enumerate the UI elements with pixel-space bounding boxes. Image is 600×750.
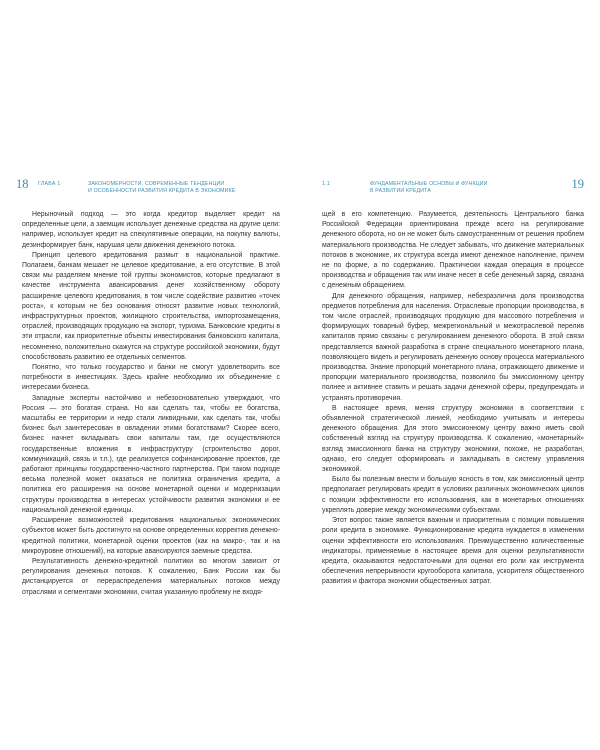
body-text — [22, 210, 280, 598]
page-number: 18 — [16, 177, 29, 191]
paragraph: В настоящее время, меняя структуру экономики в соответствии с объявленной стратегической линией, необходимо учитывать и интересы денежного обращения. Для этого эмиссионному центру важно иметь свой собственный взгляд на структуру производства. К сожалению, «монетарный» взгляд эмиссионного банка на структуру экономики, похоже, не разработан, однако, его следует сформировать и закладывать в систему управления экономикой. — [322, 404, 584, 474]
right-page-header — [322, 178, 584, 208]
paragraph: Западные эксперты настойчиво и небезосновательно утверждают, что Россия — это богатая страна. Но как сделать так, чтобы ее богатства, масштабы ее территории и недр стали ликвидными, как сделать так, чтобы бизнес был заинтересован в овладении этими богатствами? Скорее всего, бизнес начнет вкладывать свои капиталы там, где осуществляются государственные вложения в инфраструктуру (строительство дорог, коммуникаций, связь и т.п.), где реализуется софинансирование проектов, где работают принципы государственно-частного партнерства. При таком подходе весьма полезной может оказаться не политика ограничения кредита, а политика его расширения на основе монетарной оценки и модернизации структуры производства в интересах устойчивости развития экономики и ее национальной денежной единицы. — [22, 394, 280, 514]
running-head — [88, 181, 283, 195]
running-head-line: И ОСОБЕННОСТИ РАЗВИТИЯ КРЕДИТА В ЭКОНОМИКЕ — [88, 188, 236, 194]
body-text — [322, 210, 584, 588]
paragraph: Для денежного обращения, например, небезразлична доля производства предметов потребления для населения. Отраслевые пропорции производства, в том числе отраслей, производящих продукцию для массового потребления и формирующих товарный буфер, межрегиональный и межотраслевой перелив капиталов прямо связаны с регулированием денежного оборота. В этой связи представляется важной разработка в стране специального монетарного плана, позволяющего видеть и регулировать денежную основу процесса материального производства. Знание пропорций монетарного плана, отражающего движение и пропорции материального производства, позволило бы эмиссионному центру полнее и активнее ставить и решать задачи денежной сферы, предупреждать и устранять противоречия. — [322, 292, 584, 402]
paragraph: Нерыночный подход — это когда кредитор выделяет кредит на определенные цели, а заемщик использует денежные средства на другие цели: например, использует кредит на спекулятивные операции, на покупку валюты, дезинформирует банк, нарушая цели движения денежного потока. — [22, 211, 280, 249]
paragraph: Результативность денежно-кредитной политики во многом зависит от регулирования денежных потоков. К сожалению, Банк России как бы дистанцируется от перераспределения материальных потоков между отраслями и сегментами экономики, считая указанную проблему не входя- — [22, 557, 280, 596]
right-page — [300, 0, 600, 750]
running-head-line: В РАЗВИТИИ КРЕДИТА — [370, 188, 432, 194]
paragraph: Понятно, что только государство и банки не смогут удовлетворить все потребности в инвестициях. Здесь крайне необходимо их объединение с интересами бизнеса. — [22, 364, 280, 392]
paragraph: Расширение возможностей кредитования национальных экономических субъектов может быть достигнуто на основе определенных корректив денежно-кредитной политики, монетарной оценки проектов (как на макро-, так и на микроуровне отношений), на которые авансируются заемные средства. — [22, 517, 280, 555]
chapter-label: ГЛАВА 1 — [38, 181, 61, 187]
paragraph: щей в его компетенцию. Разумеется, деятельность Центрального банка Российской Федерации ориентирована прежде всего на регулирование денежного оборота, но он не может быть самоустраненным от решения проблем материального производства. Не следует забывать, что движение материальных потоков в экономике, их структура всегда имеют денежное наполнение, причем не по форме, а по содержанию. Практически каждая операция в процессе производства и обращения так или иначе несет в себе денежный заряд, связана с денежным обращением. — [322, 211, 584, 290]
running-head — [370, 181, 550, 195]
paragraph: Было бы полезным внести и большую ясность в том, как эмиссионный центр предполагает регулировать кредит в условиях различных экономических циклов с позиции эффективности его использования, как в монетарных отношениях укреплять доверие между экономическими субъектами. — [322, 476, 584, 514]
running-head-line: ЗАКОНОМЕРНОСТИ, СОВРЕМЕННЫЕ ТЕНДЕНЦИИ — [88, 181, 225, 187]
page-number: 19 — [571, 177, 584, 191]
section-label: 1.1 — [322, 181, 331, 187]
running-head-line: ФУНДАМЕНТАЛЬНЫЕ ОСНОВЫ И ФУНКЦИИ — [370, 181, 488, 187]
paragraph: Принцип целевого кредитования размыт в национальной практике. Полагаем, банкам мешает не целевое кредитование, а его отсутствие. В этой связи мы разделяем мнение той группы экономистов, которые предлагают в качестве инструмента авансирования денег хозяйственному обороту расширение целевого кредитования, в том числе содействие развитию «точек роста», к которым не без основания относят развитие новых технологий, инфраструктурных проектов, жилищного строительства, импортозамещения, отраслей, производящих продукцию на экспорт, туризма. Банковские кредиты в эти отрасли, как приоритетные объекты инвестирования банковского капитала, несомненно, положительно скажутся на структуре российской экономики, будут способствовать развитию ее отдельных сегментов. — [22, 251, 280, 361]
paragraph: Этот вопрос также является важным и приоритетным с позиции повышения роли кредита в экономике. Функционирование кредита нуждается в изменении оценки эффективности его использования. Преимущественно количественные индикаторы, применяемые в настоящее время для оценки результативности кредита, оказываются недостаточными для оценки его роли как инструмента обеспечения непрерывности кругооборота капитала, ускорителя общественного развития и фактора экономии общественных затрат. — [322, 517, 584, 586]
left-page-header — [16, 178, 281, 208]
